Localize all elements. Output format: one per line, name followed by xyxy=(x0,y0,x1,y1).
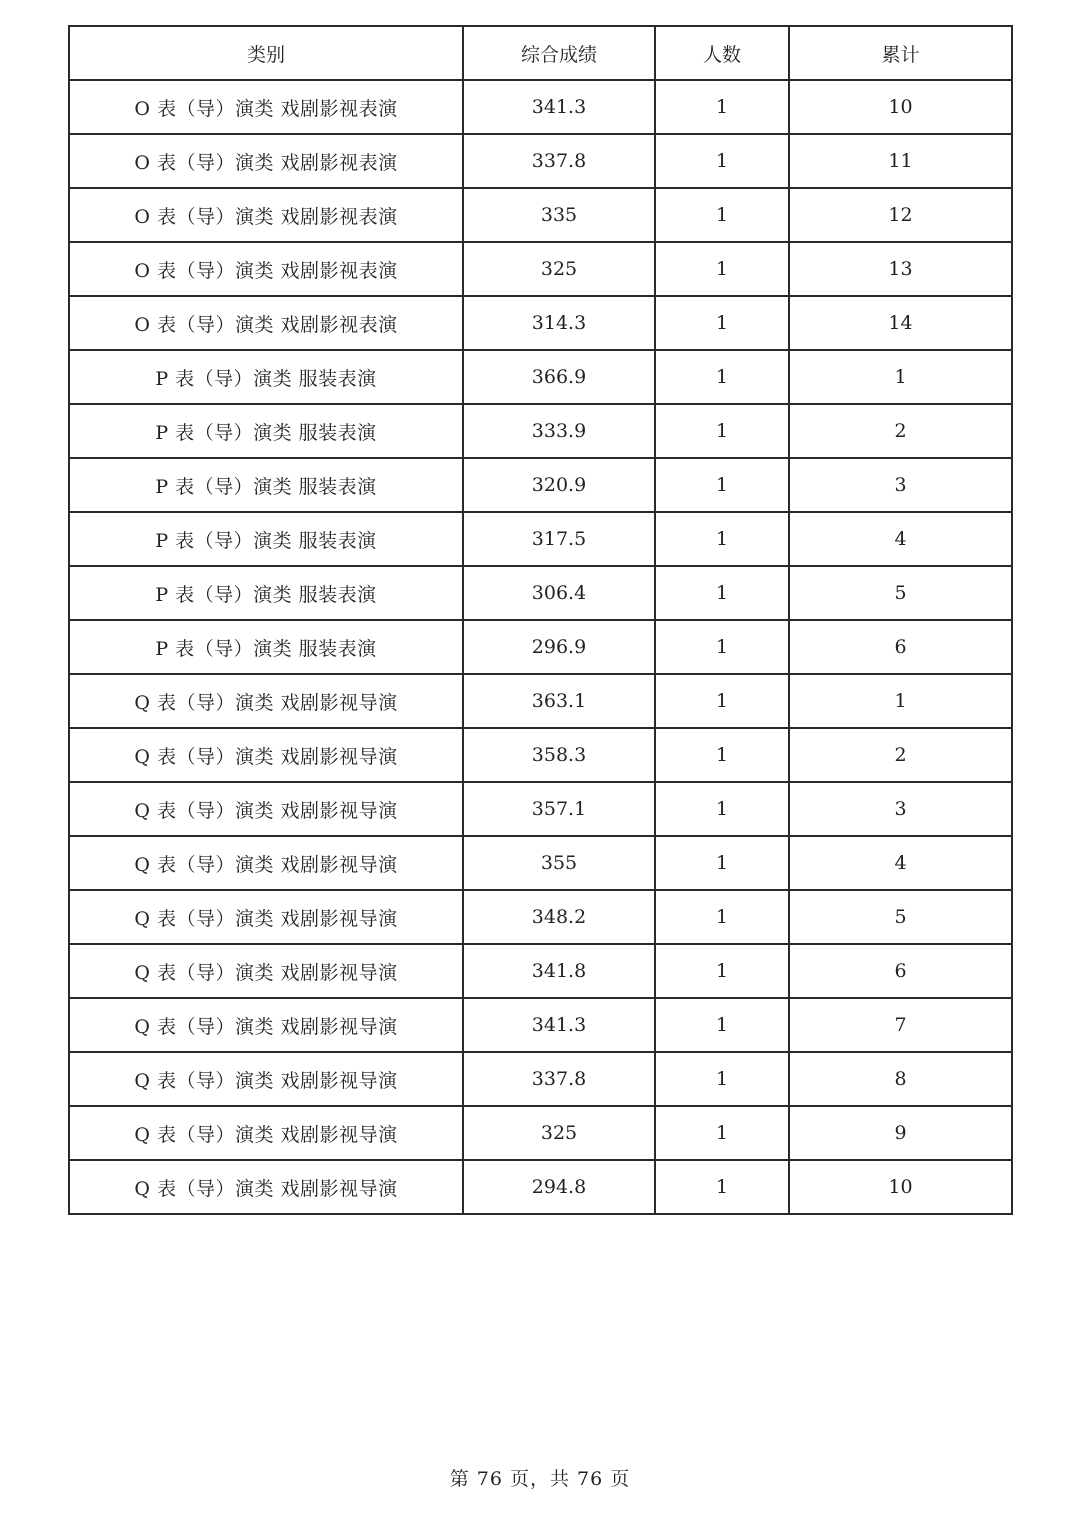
score-cell: 341.3 xyxy=(463,80,655,134)
category-cell: Q 表（导）演类 戏剧影视导演 xyxy=(69,1106,463,1160)
cumulative-cell: 1 xyxy=(789,350,1012,404)
count-cell: 1 xyxy=(655,1160,789,1214)
count-cell: 1 xyxy=(655,512,789,566)
score-cell: 325 xyxy=(463,242,655,296)
count-cell: 1 xyxy=(655,674,789,728)
category-cell: Q 表（导）演类 戏剧影视导演 xyxy=(69,674,463,728)
page-number: 第 76 页，共 76 页 xyxy=(449,1468,631,1490)
score-table xyxy=(68,25,1013,1215)
table-row xyxy=(69,404,1012,458)
header-score: 综合成绩 xyxy=(463,26,655,80)
table-row xyxy=(69,782,1012,836)
category-cell: P 表（导）演类 服装表演 xyxy=(69,404,463,458)
cumulative-cell: 7 xyxy=(789,998,1012,1052)
category-cell: P 表（导）演类 服装表演 xyxy=(69,350,463,404)
count-cell: 1 xyxy=(655,566,789,620)
count-cell: 1 xyxy=(655,296,789,350)
cumulative-cell: 2 xyxy=(789,404,1012,458)
count-cell: 1 xyxy=(655,944,789,998)
table-row xyxy=(69,80,1012,134)
score-cell: 333.9 xyxy=(463,404,655,458)
table-row xyxy=(69,350,1012,404)
cumulative-cell: 4 xyxy=(789,836,1012,890)
table-row xyxy=(69,728,1012,782)
table-row xyxy=(69,944,1012,998)
score-cell: 355 xyxy=(463,836,655,890)
table-row xyxy=(69,998,1012,1052)
category-cell: Q 表（导）演类 戏剧影视导演 xyxy=(69,836,463,890)
count-cell: 1 xyxy=(655,242,789,296)
category-cell: P 表（导）演类 服装表演 xyxy=(69,512,463,566)
cumulative-cell: 3 xyxy=(789,458,1012,512)
table-row xyxy=(69,242,1012,296)
score-cell: 337.8 xyxy=(463,134,655,188)
count-cell: 1 xyxy=(655,134,789,188)
header-cumulative: 累计 xyxy=(789,26,1012,80)
score-cell: 348.2 xyxy=(463,890,655,944)
category-cell: Q 表（导）演类 戏剧影视导演 xyxy=(69,728,463,782)
cumulative-cell: 1 xyxy=(789,674,1012,728)
score-cell: 358.3 xyxy=(463,728,655,782)
table-row xyxy=(69,188,1012,242)
category-cell: Q 表（导）演类 戏剧影视导演 xyxy=(69,944,463,998)
table-row xyxy=(69,836,1012,890)
count-cell: 1 xyxy=(655,998,789,1052)
score-cell: 325 xyxy=(463,1106,655,1160)
cumulative-cell: 5 xyxy=(789,890,1012,944)
count-cell: 1 xyxy=(655,1052,789,1106)
score-cell: 317.5 xyxy=(463,512,655,566)
cumulative-cell: 6 xyxy=(789,620,1012,674)
category-cell: O 表（导）演类 戏剧影视表演 xyxy=(69,188,463,242)
table-row xyxy=(69,1106,1012,1160)
count-cell: 1 xyxy=(655,890,789,944)
table-row xyxy=(69,512,1012,566)
score-cell: 306.4 xyxy=(463,566,655,620)
table-row xyxy=(69,458,1012,512)
cumulative-cell: 3 xyxy=(789,782,1012,836)
category-cell: O 表（导）演类 戏剧影视表演 xyxy=(69,80,463,134)
header-count: 人数 xyxy=(655,26,789,80)
score-cell: 341.3 xyxy=(463,998,655,1052)
category-cell: P 表（导）演类 服装表演 xyxy=(69,566,463,620)
category-cell: Q 表（导）演类 戏剧影视导演 xyxy=(69,1160,463,1214)
score-cell: 335 xyxy=(463,188,655,242)
count-cell: 1 xyxy=(655,782,789,836)
category-cell: P 表（导）演类 服装表演 xyxy=(69,458,463,512)
table-row xyxy=(69,566,1012,620)
count-cell: 1 xyxy=(655,836,789,890)
score-cell: 357.1 xyxy=(463,782,655,836)
score-cell: 320.9 xyxy=(463,458,655,512)
cumulative-cell: 6 xyxy=(789,944,1012,998)
table-row xyxy=(69,674,1012,728)
count-cell: 1 xyxy=(655,728,789,782)
cumulative-cell: 2 xyxy=(789,728,1012,782)
count-cell: 1 xyxy=(655,188,789,242)
category-cell: Q 表（导）演类 戏剧影视导演 xyxy=(69,998,463,1052)
count-cell: 1 xyxy=(655,404,789,458)
count-cell: 1 xyxy=(655,350,789,404)
cumulative-cell: 9 xyxy=(789,1106,1012,1160)
cumulative-cell: 8 xyxy=(789,1052,1012,1106)
table-header-row xyxy=(69,26,1012,80)
category-cell: Q 表（导）演类 戏剧影视导演 xyxy=(69,1052,463,1106)
score-cell: 363.1 xyxy=(463,674,655,728)
count-cell: 1 xyxy=(655,620,789,674)
category-cell: O 表（导）演类 戏剧影视表演 xyxy=(69,134,463,188)
cumulative-cell: 13 xyxy=(789,242,1012,296)
score-cell: 341.8 xyxy=(463,944,655,998)
table-row xyxy=(69,1052,1012,1106)
category-cell: Q 表（导）演类 戏剧影视导演 xyxy=(69,890,463,944)
score-cell: 314.3 xyxy=(463,296,655,350)
category-cell: O 表（导）演类 戏剧影视表演 xyxy=(69,242,463,296)
header-category: 类别 xyxy=(69,26,463,80)
count-cell: 1 xyxy=(655,458,789,512)
cumulative-cell: 5 xyxy=(789,566,1012,620)
category-cell: Q 表（导）演类 戏剧影视导演 xyxy=(69,782,463,836)
cumulative-cell: 4 xyxy=(789,512,1012,566)
cumulative-cell: 10 xyxy=(789,1160,1012,1214)
table-row xyxy=(69,296,1012,350)
cumulative-cell: 14 xyxy=(789,296,1012,350)
score-cell: 294.8 xyxy=(463,1160,655,1214)
score-cell: 366.9 xyxy=(463,350,655,404)
category-cell: P 表（导）演类 服装表演 xyxy=(69,620,463,674)
table-row xyxy=(69,1160,1012,1214)
table-row xyxy=(69,620,1012,674)
count-cell: 1 xyxy=(655,1106,789,1160)
cumulative-cell: 11 xyxy=(789,134,1012,188)
category-cell: O 表（导）演类 戏剧影视表演 xyxy=(69,296,463,350)
table-row xyxy=(69,134,1012,188)
score-cell: 296.9 xyxy=(463,620,655,674)
count-cell: 1 xyxy=(655,80,789,134)
cumulative-cell: 10 xyxy=(789,80,1012,134)
score-cell: 337.8 xyxy=(463,1052,655,1106)
cumulative-cell: 12 xyxy=(789,188,1012,242)
table-row xyxy=(69,890,1012,944)
